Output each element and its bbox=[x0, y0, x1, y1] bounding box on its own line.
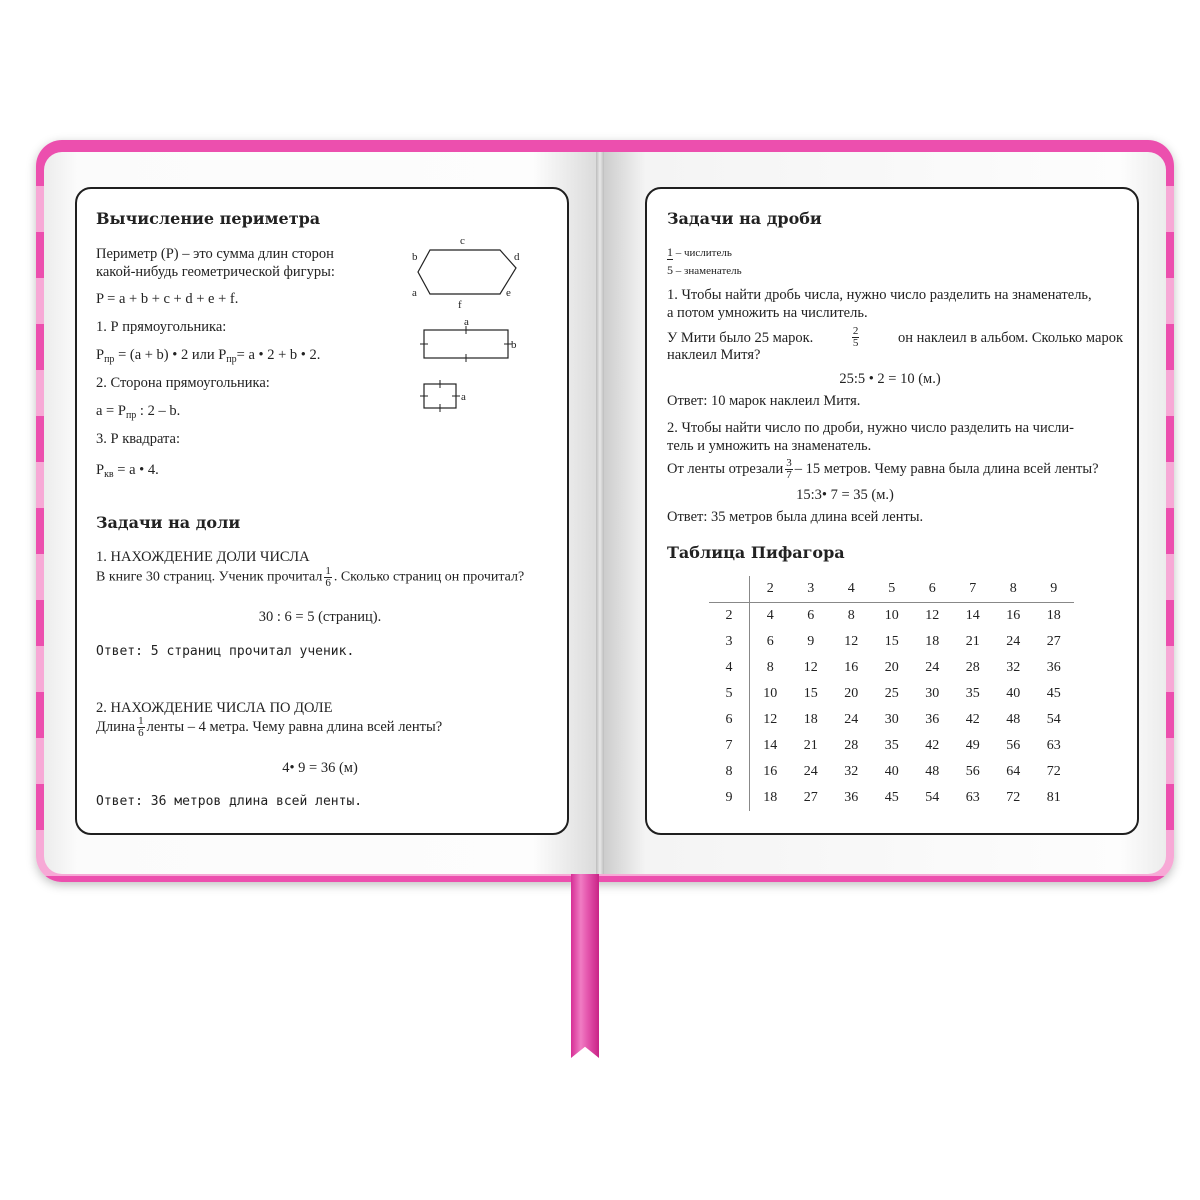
pythagoras-cell: 42 bbox=[925, 738, 940, 753]
fractions-problem2-text: От ленты отрезали $\frac{3}{7}$ – 15 метров. Чему равна была длина всей ленты? bbox=[667, 457, 1099, 481]
pythagoras-cell: 15 bbox=[884, 634, 899, 649]
hexagon-label-b: b bbox=[412, 251, 418, 263]
rectangle-side-heading: 2. Сторона прямоугольника: bbox=[96, 375, 270, 391]
pythagoras-cell: 25 bbox=[884, 686, 899, 701]
pythagoras-cell: 45 bbox=[1046, 686, 1061, 701]
pythagoras-title: Таблица Пифагора bbox=[667, 543, 845, 562]
fraction-legend: 1 – числитель 5 – знаменатель bbox=[667, 245, 742, 277]
pythagoras-cell: 12 bbox=[763, 712, 778, 727]
pythagoras-cell: 36 bbox=[844, 790, 859, 805]
pythagoras-row-header: 5 bbox=[709, 681, 750, 707]
pythagoras-cell: 16 bbox=[763, 764, 778, 779]
rectangle-label-b: b bbox=[511, 339, 517, 351]
pythagoras-cell: 24 bbox=[925, 660, 940, 675]
shares-task1-answer: Ответ: 5 страниц прочитал ученик. bbox=[96, 644, 355, 659]
fractions-rule1-line1: 1. Чтобы найти дробь числа, нужно число разделить на знаменатель, bbox=[667, 287, 1092, 303]
shares-task2-answer: Ответ: 36 метров длина всей ленты. bbox=[96, 794, 363, 809]
hexagon-label-d: d bbox=[514, 251, 520, 263]
fractions-rule2-line1: 2. Чтобы найти число по дроби, нужно число разделить на числи- bbox=[667, 420, 1074, 436]
pythagoras-cell: 30 bbox=[884, 712, 899, 727]
pythagoras-cell: 54 bbox=[1046, 712, 1061, 727]
pythagoras-cell: 64 bbox=[1006, 764, 1021, 779]
pythagoras-cell: 8 bbox=[847, 608, 855, 623]
pythagoras-column-header: 9 bbox=[1034, 576, 1075, 603]
page-spine bbox=[596, 152, 604, 874]
pythagoras-row-header: 6 bbox=[709, 707, 750, 733]
table-row bbox=[709, 655, 1074, 681]
pythagoras-cell: 54 bbox=[925, 790, 940, 805]
pythagoras-cell: 48 bbox=[1006, 712, 1021, 727]
hexagon-label-e: e bbox=[506, 287, 511, 299]
pythagoras-cell: 40 bbox=[884, 764, 899, 779]
pythagoras-cell: 36 bbox=[925, 712, 940, 727]
pythagoras-cell: 24 bbox=[803, 764, 818, 779]
table-row bbox=[709, 681, 1074, 707]
pythagoras-cell: 28 bbox=[844, 738, 859, 753]
rectangle-side-formula: $a = P_{пр}$ : 2 – b. bbox=[96, 403, 181, 421]
shares-task2-text: Длина $\frac{1}{6}$ ленты – 4 метра. Чему равна длина всей ленты? bbox=[96, 715, 443, 739]
pythagoras-cell: 18 bbox=[1046, 608, 1061, 623]
pythagoras-cell: 16 bbox=[1006, 608, 1021, 623]
pythagoras-cell: 81 bbox=[1046, 790, 1061, 805]
rectangle-figure bbox=[424, 330, 508, 358]
pythagoras-column-header: 3 bbox=[791, 576, 832, 603]
pythagoras-cell: 35 bbox=[965, 686, 980, 701]
pythagoras-cell: 20 bbox=[844, 686, 859, 701]
hexagon-label-f: f bbox=[458, 299, 462, 311]
pythagoras-corner-cell bbox=[709, 576, 750, 603]
pythagoras-cell: 36 bbox=[1046, 660, 1061, 675]
geometry-figures bbox=[404, 232, 534, 412]
shares-task1-solution: 30 : 6 = 5 (страниц). bbox=[258, 609, 382, 625]
pythagoras-column-header: 6 bbox=[912, 576, 953, 603]
perimeter-title: Вычисление периметра bbox=[96, 209, 321, 228]
pythagoras-cell: 8 bbox=[766, 660, 774, 675]
bookmark-ribbon bbox=[571, 870, 599, 1058]
shares-task1-text: В книге 30 страниц. Ученик прочитал $\frac{1}{6}$ . Сколько страниц он прочитал? bbox=[96, 565, 525, 589]
pythagoras-column-header: 5 bbox=[872, 576, 913, 603]
pythagoras-cell: 4 bbox=[766, 608, 774, 623]
pythagoras-column-header: 7 bbox=[953, 576, 994, 603]
rectangle-perimeter-heading: 1. Р прямоугольника: bbox=[96, 319, 227, 335]
pythagoras-cell: 21 bbox=[803, 738, 818, 753]
pythagoras-cell: 32 bbox=[1006, 660, 1021, 675]
hexagon-label-c: c bbox=[460, 235, 465, 247]
pythagoras-cell: 30 bbox=[925, 686, 940, 701]
pythagoras-row-header: 4 bbox=[709, 655, 750, 681]
pythagoras-row-header: 9 bbox=[709, 785, 750, 811]
pythagoras-cell: 16 bbox=[844, 660, 859, 675]
shares-task2-solution: 4• 9 = 36 (м) bbox=[282, 760, 358, 776]
pythagoras-cell: 27 bbox=[1046, 634, 1061, 649]
rectangle-label-a: a bbox=[464, 316, 469, 328]
pythagoras-cell: 72 bbox=[1046, 764, 1061, 779]
pythagoras-row-header: 7 bbox=[709, 733, 750, 759]
hexagon-label-a: a bbox=[412, 287, 417, 299]
pythagoras-cell: 32 bbox=[844, 764, 859, 779]
pythagoras-cell: 12 bbox=[803, 660, 818, 675]
pythagoras-cell: 35 bbox=[884, 738, 899, 753]
pythagoras-cell: 49 bbox=[965, 738, 980, 753]
perimeter-definition-line1: Периметр (Р) – это сумма длин сторон bbox=[96, 246, 334, 262]
pythagoras-cell: 48 bbox=[925, 764, 940, 779]
fractions-problem1-line2: наклеил Митя? bbox=[667, 347, 761, 363]
table-row bbox=[709, 629, 1074, 655]
pythagoras-cell: 18 bbox=[803, 712, 818, 727]
table-row bbox=[709, 785, 1074, 811]
pythagoras-cell: 10 bbox=[884, 608, 899, 623]
pythagoras-column-header: 2 bbox=[750, 576, 791, 603]
pythagoras-column-header: 4 bbox=[831, 576, 872, 603]
fractions-problem1-line1: У Мити было 25 марок. $\frac{2}{5}$ он наклеил в альбом. Сколько марок bbox=[667, 325, 1123, 349]
pythagoras-row-header: 3 bbox=[709, 629, 750, 655]
table-row bbox=[709, 603, 1074, 630]
fractions-rule2-line2: тель и умножить на знаменатель. bbox=[667, 438, 872, 454]
fractions-problem2-answer: Ответ: 35 метров была длина всей ленты. bbox=[667, 509, 924, 525]
pythagoras-cell: 9 bbox=[807, 634, 815, 649]
pythagoras-cell: 24 bbox=[1006, 634, 1021, 649]
pythagoras-cell: 56 bbox=[965, 764, 980, 779]
pythagoras-cell: 24 bbox=[844, 712, 859, 727]
fractions-problem2-solution: 15:3• 7 = 35 (м.) bbox=[796, 487, 894, 503]
pythagoras-cell: 56 bbox=[1006, 738, 1021, 753]
shares-task2-heading: 2. НАХОЖДЕНИЕ ЧИСЛА ПО ДОЛЕ bbox=[96, 700, 333, 716]
fractions-problem1-answer: Ответ: 10 марок наклеил Митя. bbox=[667, 393, 861, 409]
fractions-title: Задачи на дроби bbox=[667, 209, 822, 228]
pythagoras-cell: 15 bbox=[803, 686, 818, 701]
pythagoras-cell: 14 bbox=[763, 738, 778, 753]
pythagoras-row-header: 2 bbox=[709, 603, 750, 630]
shares-title: Задачи на доли bbox=[96, 513, 241, 532]
pythagoras-cell: 14 bbox=[965, 608, 980, 623]
pythagoras-cell: 12 bbox=[844, 634, 859, 649]
pythagoras-cell: 21 bbox=[965, 634, 980, 649]
square-perimeter-heading: 3. Р квадрата: bbox=[96, 431, 180, 447]
pythagoras-header-row bbox=[709, 576, 1074, 603]
pythagoras-cell: 6 bbox=[807, 608, 815, 623]
pythagoras-cell: 20 bbox=[884, 660, 899, 675]
pythagoras-cell: 63 bbox=[965, 790, 980, 805]
square-label-a: a bbox=[461, 391, 466, 403]
pythagoras-cell: 12 bbox=[925, 608, 940, 623]
pythagoras-row-header: 8 bbox=[709, 759, 750, 785]
pythagoras-cell: 10 bbox=[763, 686, 778, 701]
perimeter-definition-line2: какой-нибудь геометрической фигуры: bbox=[96, 264, 335, 280]
pythagoras-cell: 18 bbox=[925, 634, 940, 649]
fractions-problem1-solution: 25:5 • 2 = 10 (м.) bbox=[839, 371, 941, 387]
table-row bbox=[709, 733, 1074, 759]
perimeter-formula: P = a + b + c + d + e + f. bbox=[96, 291, 239, 307]
pythagoras-cell: 63 bbox=[1046, 738, 1061, 753]
pythagoras-cell: 28 bbox=[965, 660, 980, 675]
rectangle-perimeter-formula: $P_{пр} = (a + b)$ • 2 или $P_{пр}= a$ • 2 + b • 2. bbox=[96, 347, 321, 365]
pythagoras-table bbox=[709, 576, 1074, 811]
pythagoras-column-header: 8 bbox=[993, 576, 1034, 603]
square-perimeter-formula: $P_{кв} = a$ • 4. bbox=[96, 462, 159, 480]
pythagoras-cell: 40 bbox=[1006, 686, 1021, 701]
pythagoras-cell: 6 bbox=[766, 634, 774, 649]
pythagoras-cell: 72 bbox=[1006, 790, 1021, 805]
table-row bbox=[709, 759, 1074, 785]
fractions-rule1-line2: а потом умножить на числитель. bbox=[667, 305, 868, 321]
pythagoras-cell: 18 bbox=[763, 790, 778, 805]
pythagoras-cell: 27 bbox=[803, 790, 818, 805]
pythagoras-cell: 45 bbox=[884, 790, 899, 805]
hexagon-figure bbox=[418, 250, 516, 294]
shares-task1-heading: 1. НАХОЖДЕНИЕ ДОЛИ ЧИСЛА bbox=[96, 549, 310, 565]
pythagoras-cell: 42 bbox=[965, 712, 980, 727]
table-row bbox=[709, 707, 1074, 733]
